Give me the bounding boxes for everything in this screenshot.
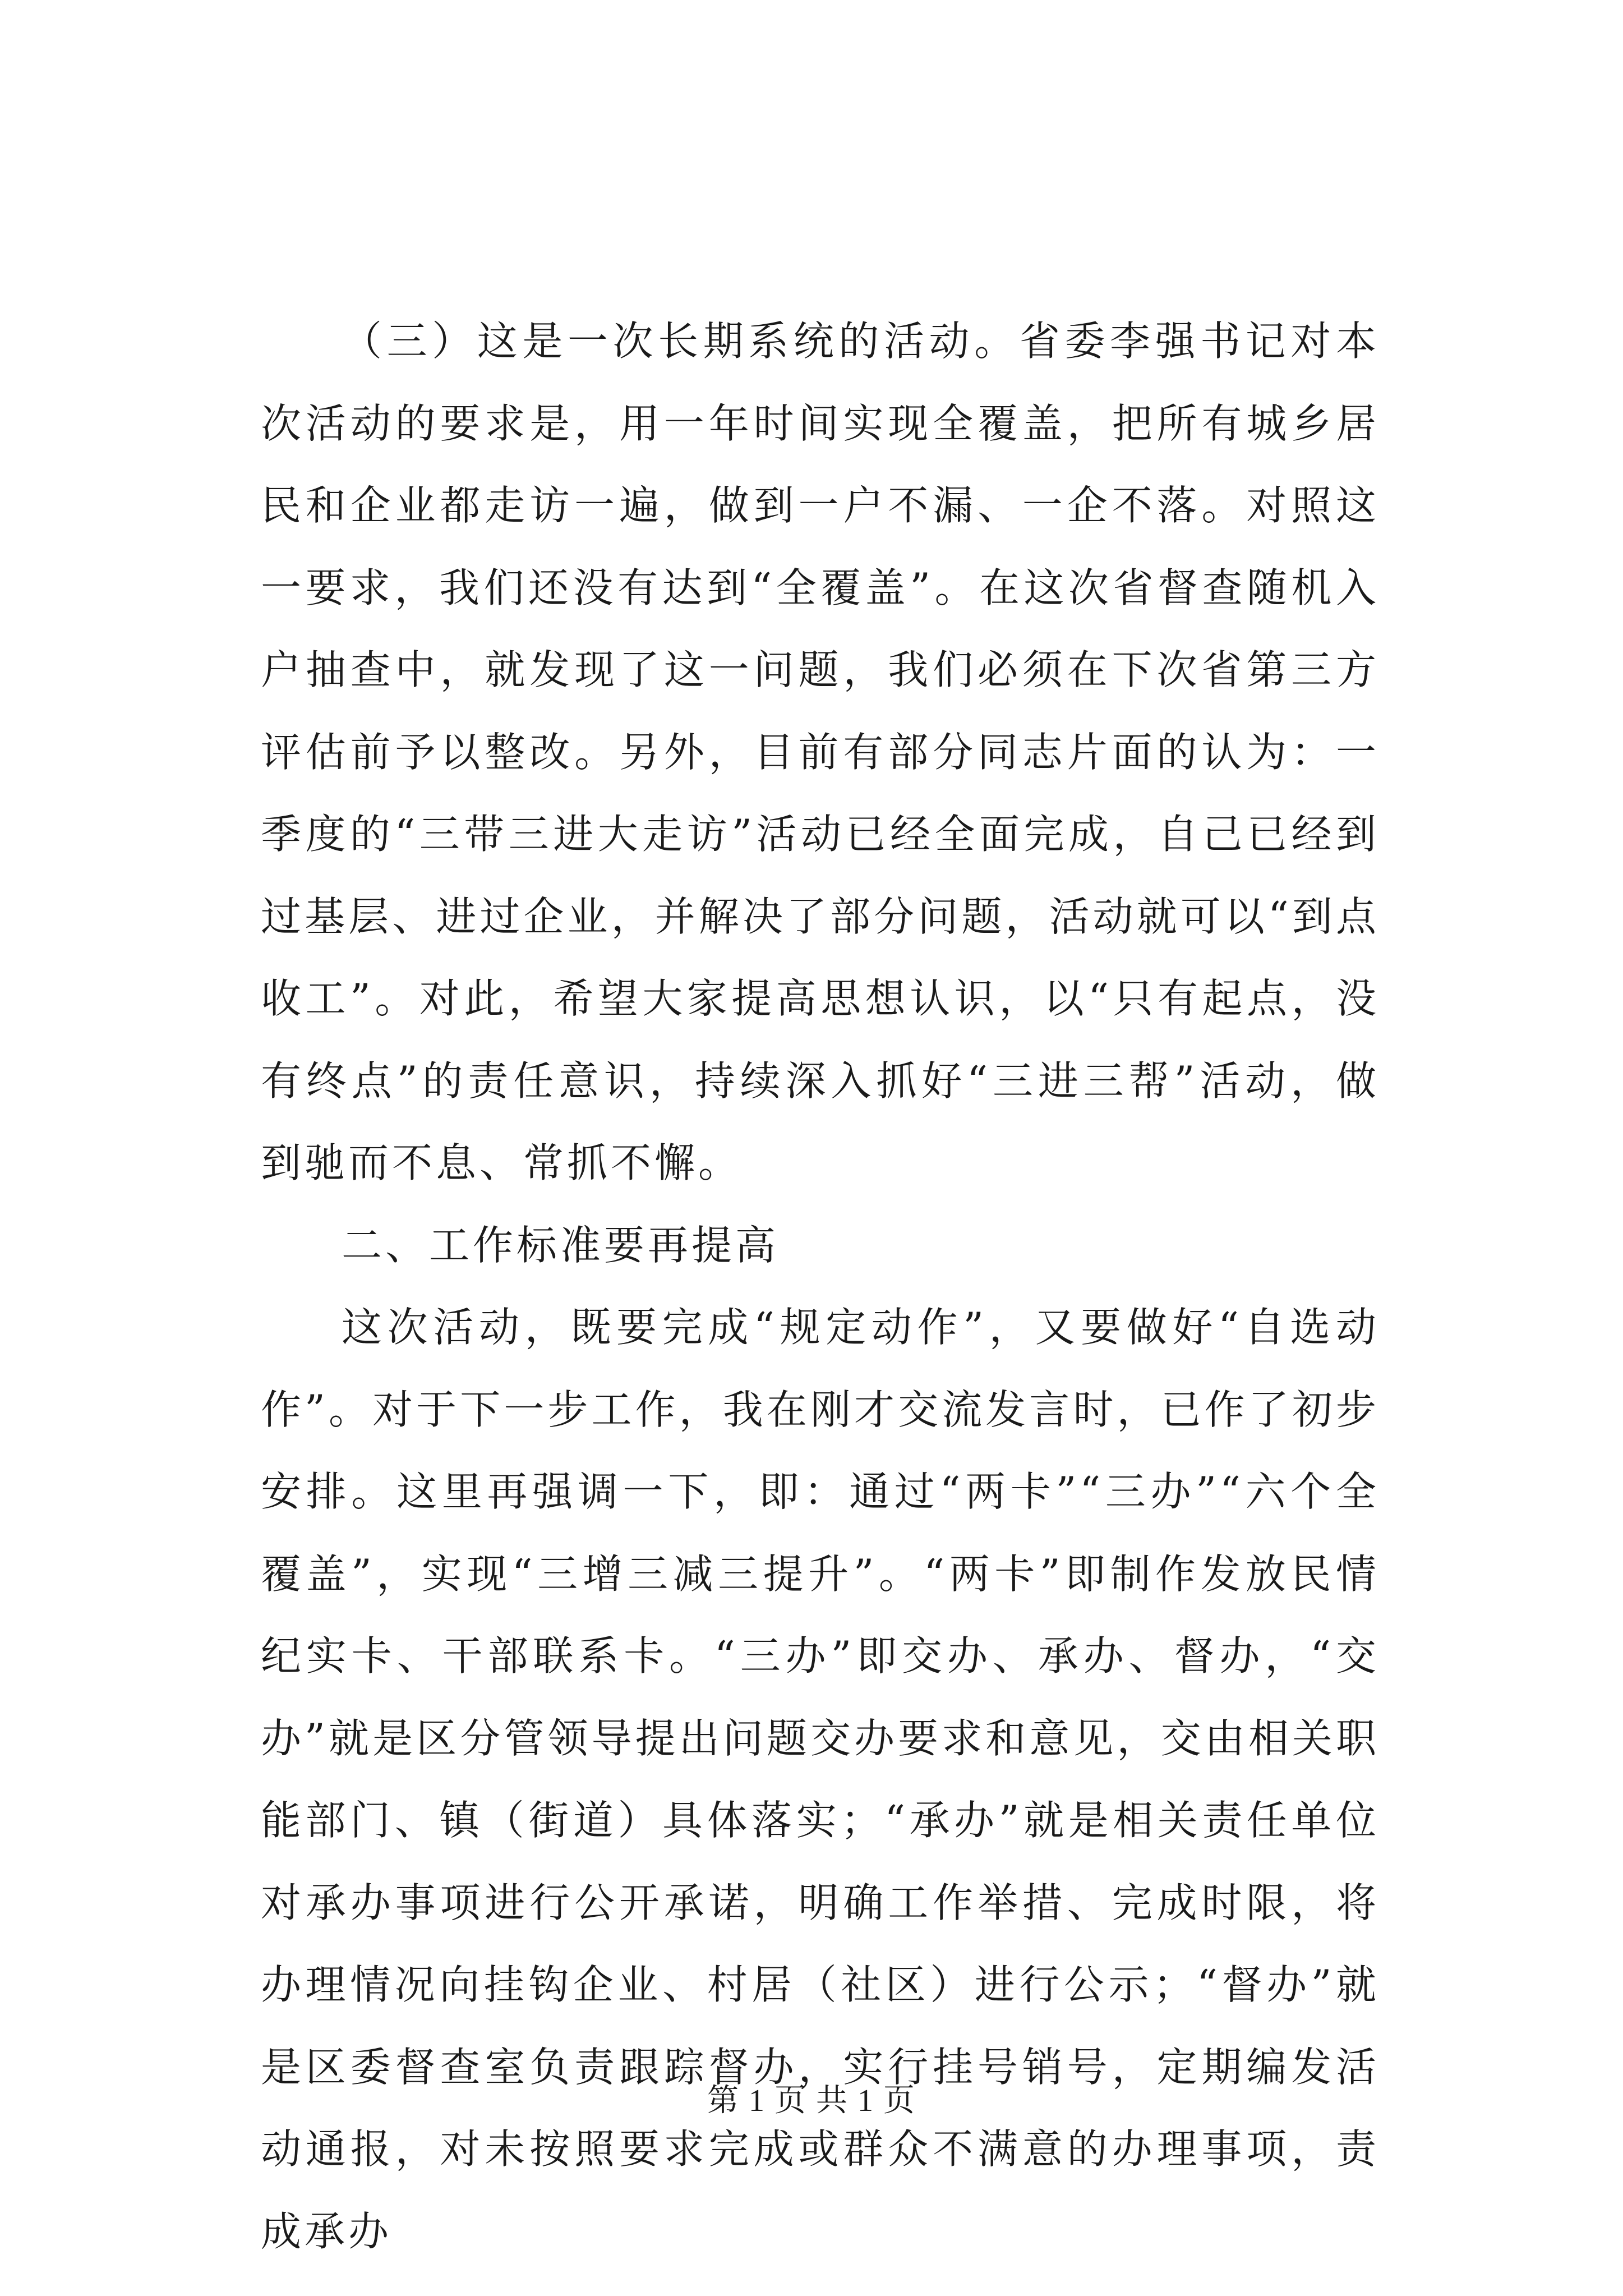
document-body <box>261 300 1380 2272</box>
paragraph-work-standards: 这次活动，既要完成“规定动作”，又要做好“自选动作”。对于下一步工作，我在刚才交流发言时，已作了初步安排。这里再强调一下，即：通过“两卡”“三办”“六个全覆盖”，实现“三增三减三提升”。“两卡”即制作发放民情纪实卡、干部联系卡。“三办”即交办、承办、督办，“交办”就是区分管领导提出问题交办要求和意见，交由相关职能部门、镇（街道）具体落实；“承办”就是相关责任单位对承办事项进行公开承诺，明确工作举措、完成时限，将办理情况向挂钩企业、村居（社区）进行公示；“督办”就是区委督查室负责跟踪督办，实行挂号销号，定期编发活动通报，对未按照要求完成或群众不满意的办理事项，责成承办 <box>261 1304 1380 2255</box>
section-heading-work-standards: 二、工作标准要再提高 <box>342 1221 780 1269</box>
page-footer: 第 1 页 共 1 页 <box>707 2083 916 2118</box>
paragraph-activity-duration: （三）这是一次长期系统的活动。省委李强书记对本次活动的要求是，用一年时间实现全覆盖，把所有城乡居民和企业都走访一遍，做到一户不漏、一企不落。对照这一要求，我们还没有达到“全覆盖”。在这次省督查随机入户抽查中，就发现了这一问题，我们必须在下次省第三方评估前予以整改。另外，目前有部分同志片面的认为：一季度的“三带三进大走访”活动已经全面完成，自己已经到过基层、进过企业，并解决了部分问题，活动就可以“到点收工”。对此，希望大家提高思想认识，以“只有起点，没有终点”的责任意识，持续深入抓好“三进三帮”活动，做到驰而不息、常抓不懈。 <box>261 318 1380 1186</box>
